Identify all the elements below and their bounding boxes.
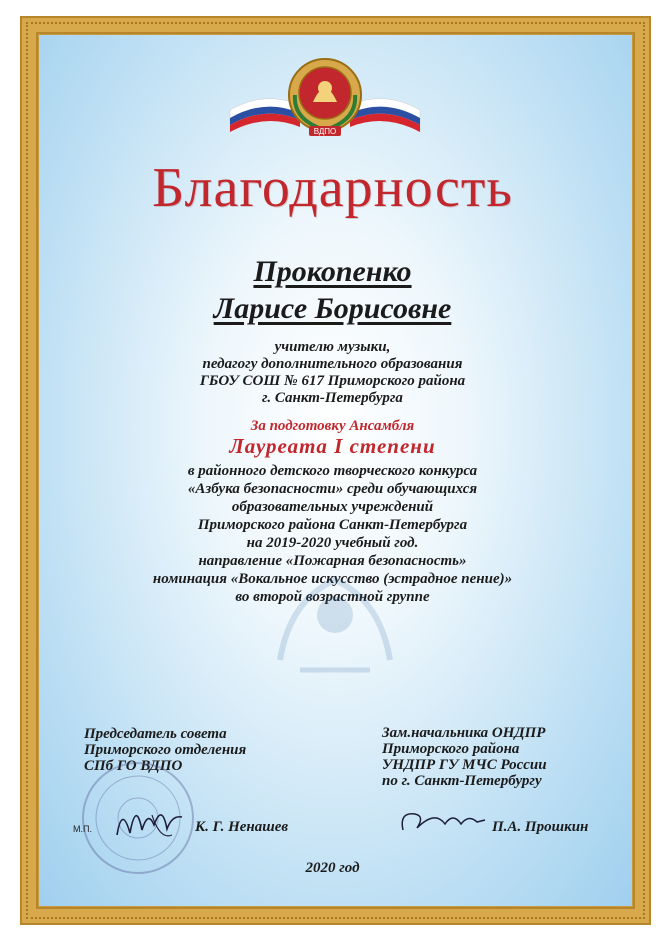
award-title: Лауреата I степени: [229, 434, 436, 458]
background-watermark-icon: [260, 560, 410, 680]
left-title-line-2: Приморского отделения: [84, 742, 247, 758]
recipient-surname: Прокопенко: [253, 255, 412, 288]
position-line-1: учителю музыки,: [274, 339, 391, 355]
details-line-1: в районного детского творческого конкурса: [187, 463, 478, 479]
details-line-8: во второй возрастной группе: [235, 589, 430, 605]
details-line-5: на 2019-2020 учебный год.: [246, 535, 419, 551]
certificate-year: 2020 год: [305, 860, 360, 876]
details-line-2: «Азбука безопасности» среди обучающихся: [187, 481, 478, 497]
left-title-line-3: СПб ГО ВДПО: [84, 758, 183, 774]
position-line-3: ГБОУ СОШ № 617 Приморского района: [199, 373, 466, 389]
position-line-2: педагогу дополнительного образования: [202, 356, 463, 372]
position-line-4: г. Санкт-Петербурга: [262, 390, 403, 406]
stamp-placement-label: М.П.: [73, 824, 92, 834]
right-signatory-title: [382, 725, 547, 789]
left-signature-icon: [112, 795, 187, 845]
vdpo-emblem-icon: [225, 50, 425, 145]
right-title-line-3: УНДПР ГУ МЧС России: [382, 757, 547, 773]
right-title-line-1: Зам.начальника ОНДПР: [382, 725, 546, 741]
details-line-3: образовательных учреждений: [231, 499, 434, 515]
left-signatory-name: К. Г. Ненашев: [195, 819, 289, 835]
right-signatory-name: П.А. Прошкин: [492, 819, 589, 835]
certificate-title: Благодарность: [152, 157, 513, 219]
emblem-label: ВДПО: [313, 127, 337, 136]
left-title-line-1: Председатель совета: [84, 726, 227, 742]
details-line-7: номинация «Вокальное искусство (эстрадное пение)»: [152, 571, 513, 587]
award-intro: За подготовку Ансамбля: [250, 418, 415, 434]
right-title-line-2: Приморского района: [382, 741, 520, 757]
right-title-line-4: по г. Санкт-Петербургу: [382, 773, 542, 789]
details-line-6: направление «Пожарная безопасность»: [198, 553, 467, 569]
details-line-4: Приморского района Санкт-Петербурга: [197, 517, 468, 533]
recipient-given-names: Ларисе Борисовне: [213, 292, 452, 325]
right-signature-icon: [395, 800, 490, 840]
